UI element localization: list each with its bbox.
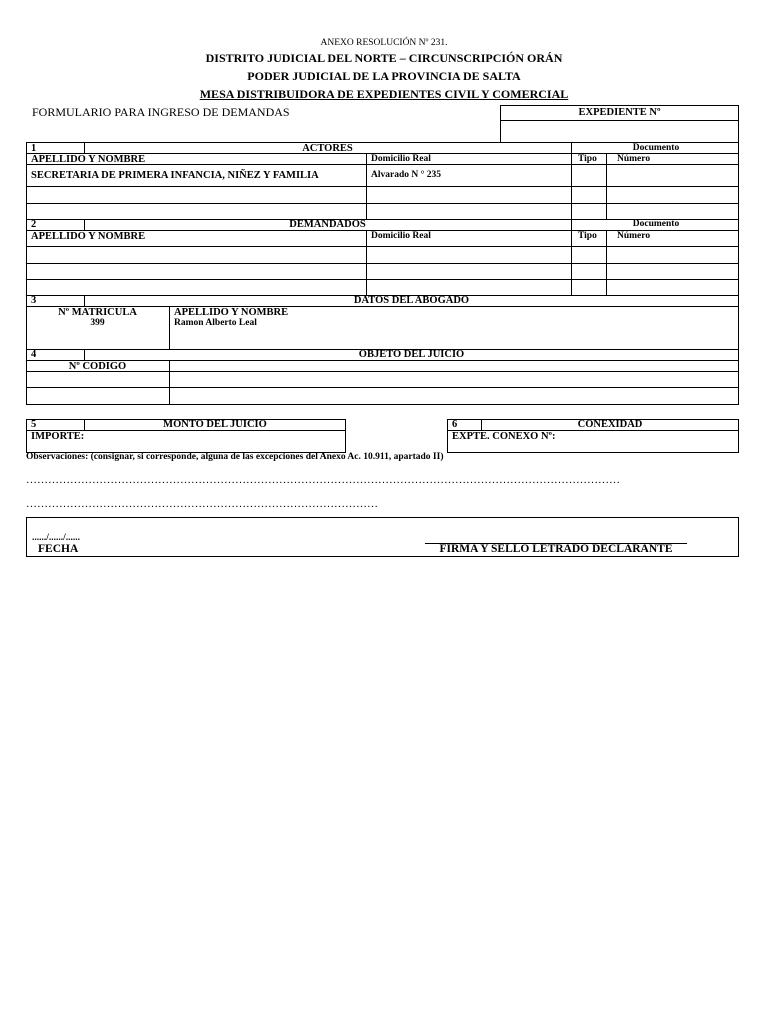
actores-col-divider xyxy=(571,153,572,220)
objeto-col-codigo: Nº CODIGO xyxy=(68,361,127,372)
demandados-row-line xyxy=(26,263,739,264)
objeto-col-divider xyxy=(169,360,170,405)
objeto-row-line xyxy=(26,387,739,388)
judicial-power-title: PODER JUDICIAL DE LA PROVINCIA DE SALTA xyxy=(247,69,521,83)
abogado-col-name: APELLIDO Y NOMBRE xyxy=(174,307,289,318)
expediente-divider xyxy=(500,120,739,121)
actores-documento: Documento xyxy=(632,143,680,153)
date-field[interactable]: ....../....../...... xyxy=(32,533,81,543)
form-title: FORMULARIO PARA INGRESO DE DEMANDAS xyxy=(32,105,290,119)
expediente-field[interactable] xyxy=(506,126,732,140)
abogado-number: 3 xyxy=(31,295,37,306)
demandados-col-divider xyxy=(366,230,367,296)
date-label: FECHA xyxy=(38,543,79,555)
actores-title: ACTORES xyxy=(302,143,353,154)
desk-title: MESA DISTRIBUIDORA DE EXPEDIENTES CIVIL Y COMERCIAL xyxy=(199,87,569,101)
monto-title: MONTO DEL JUICIO xyxy=(163,419,267,430)
conexidad-title: CONEXIDAD xyxy=(577,419,643,430)
observaciones-line-2[interactable]: …………………………………………………………………………………… xyxy=(26,498,378,510)
demandados-documento: Documento xyxy=(632,219,680,229)
actores-col-name: APELLIDO Y NOMBRE xyxy=(31,154,146,165)
demandados-col-name: APELLIDO Y NOMBRE xyxy=(31,231,146,242)
actores-col-numero: Número xyxy=(617,154,651,164)
demandados-col-tipo: Tipo xyxy=(578,231,597,241)
actores-doc-divider xyxy=(571,142,572,153)
actor-domicilio[interactable]: Alvarado N ° 235 xyxy=(371,170,442,180)
expte-conexo-field[interactable] xyxy=(566,431,731,443)
expte-conexo-label: EXPTE. CONEXO Nº: xyxy=(452,431,556,442)
actores-number: 1 xyxy=(31,143,37,154)
annex-resolution: ANEXO RESOLUCIÓN Nº 231. xyxy=(320,38,448,48)
observaciones-line-1[interactable]: ……………………………………………………………………………………………………………………………………………… xyxy=(26,474,620,486)
actores-col-domicilio: Domicilio Real xyxy=(371,154,431,164)
actores-row-line xyxy=(26,203,739,204)
abogado-matricula[interactable]: 399 xyxy=(90,318,105,328)
expediente-label: EXPEDIENTE Nº xyxy=(578,107,661,118)
objeto-number: 4 xyxy=(31,349,37,360)
demandados-number: 2 xyxy=(31,219,37,230)
observaciones-label: Observaciones: (consignar, si corresponde, alguna de las excepciones del Anexo Ac. 10.911, apartado II) xyxy=(26,452,444,462)
actor-name[interactable]: SECRETARIA DE PRIMERA INFANCIA, NIÑEZ Y FAMILIA xyxy=(31,170,319,181)
demandados-col-divider xyxy=(606,230,607,296)
actores-row-line xyxy=(26,186,739,187)
importe-field[interactable] xyxy=(95,431,335,443)
abogado-col-divider xyxy=(169,306,170,350)
actores-col-divider xyxy=(606,153,607,220)
demandados-row-line xyxy=(26,279,739,280)
demandados-title: DEMANDADOS xyxy=(289,219,366,230)
abogado-name[interactable]: Ramon Alberto Leal xyxy=(174,318,257,328)
conexidad-number: 6 xyxy=(452,419,458,430)
objeto-title: OBJETO DEL JUICIO xyxy=(358,349,465,360)
importe-label: IMPORTE: xyxy=(31,431,85,442)
demandados-row-line xyxy=(26,246,739,247)
demandados-col-numero: Número xyxy=(617,231,651,241)
signature-label: FIRMA Y SELLO LETRADO DECLARANTE xyxy=(439,543,673,555)
monto-number: 5 xyxy=(31,419,37,430)
actores-col-divider xyxy=(366,153,367,220)
abogado-title: DATOS DEL ABOGADO xyxy=(353,295,470,306)
demandados-doc-divider xyxy=(571,219,572,230)
demandados-col-domicilio: Domicilio Real xyxy=(371,231,431,241)
demandados-col-divider xyxy=(571,230,572,296)
actores-col-tipo: Tipo xyxy=(578,154,597,164)
abogado-col-matricula: Nº MATRICULA xyxy=(58,307,137,318)
district-title: DISTRITO JUDICIAL DEL NORTE – CIRCUNSCRIPCIÓN ORÁN xyxy=(205,51,563,65)
